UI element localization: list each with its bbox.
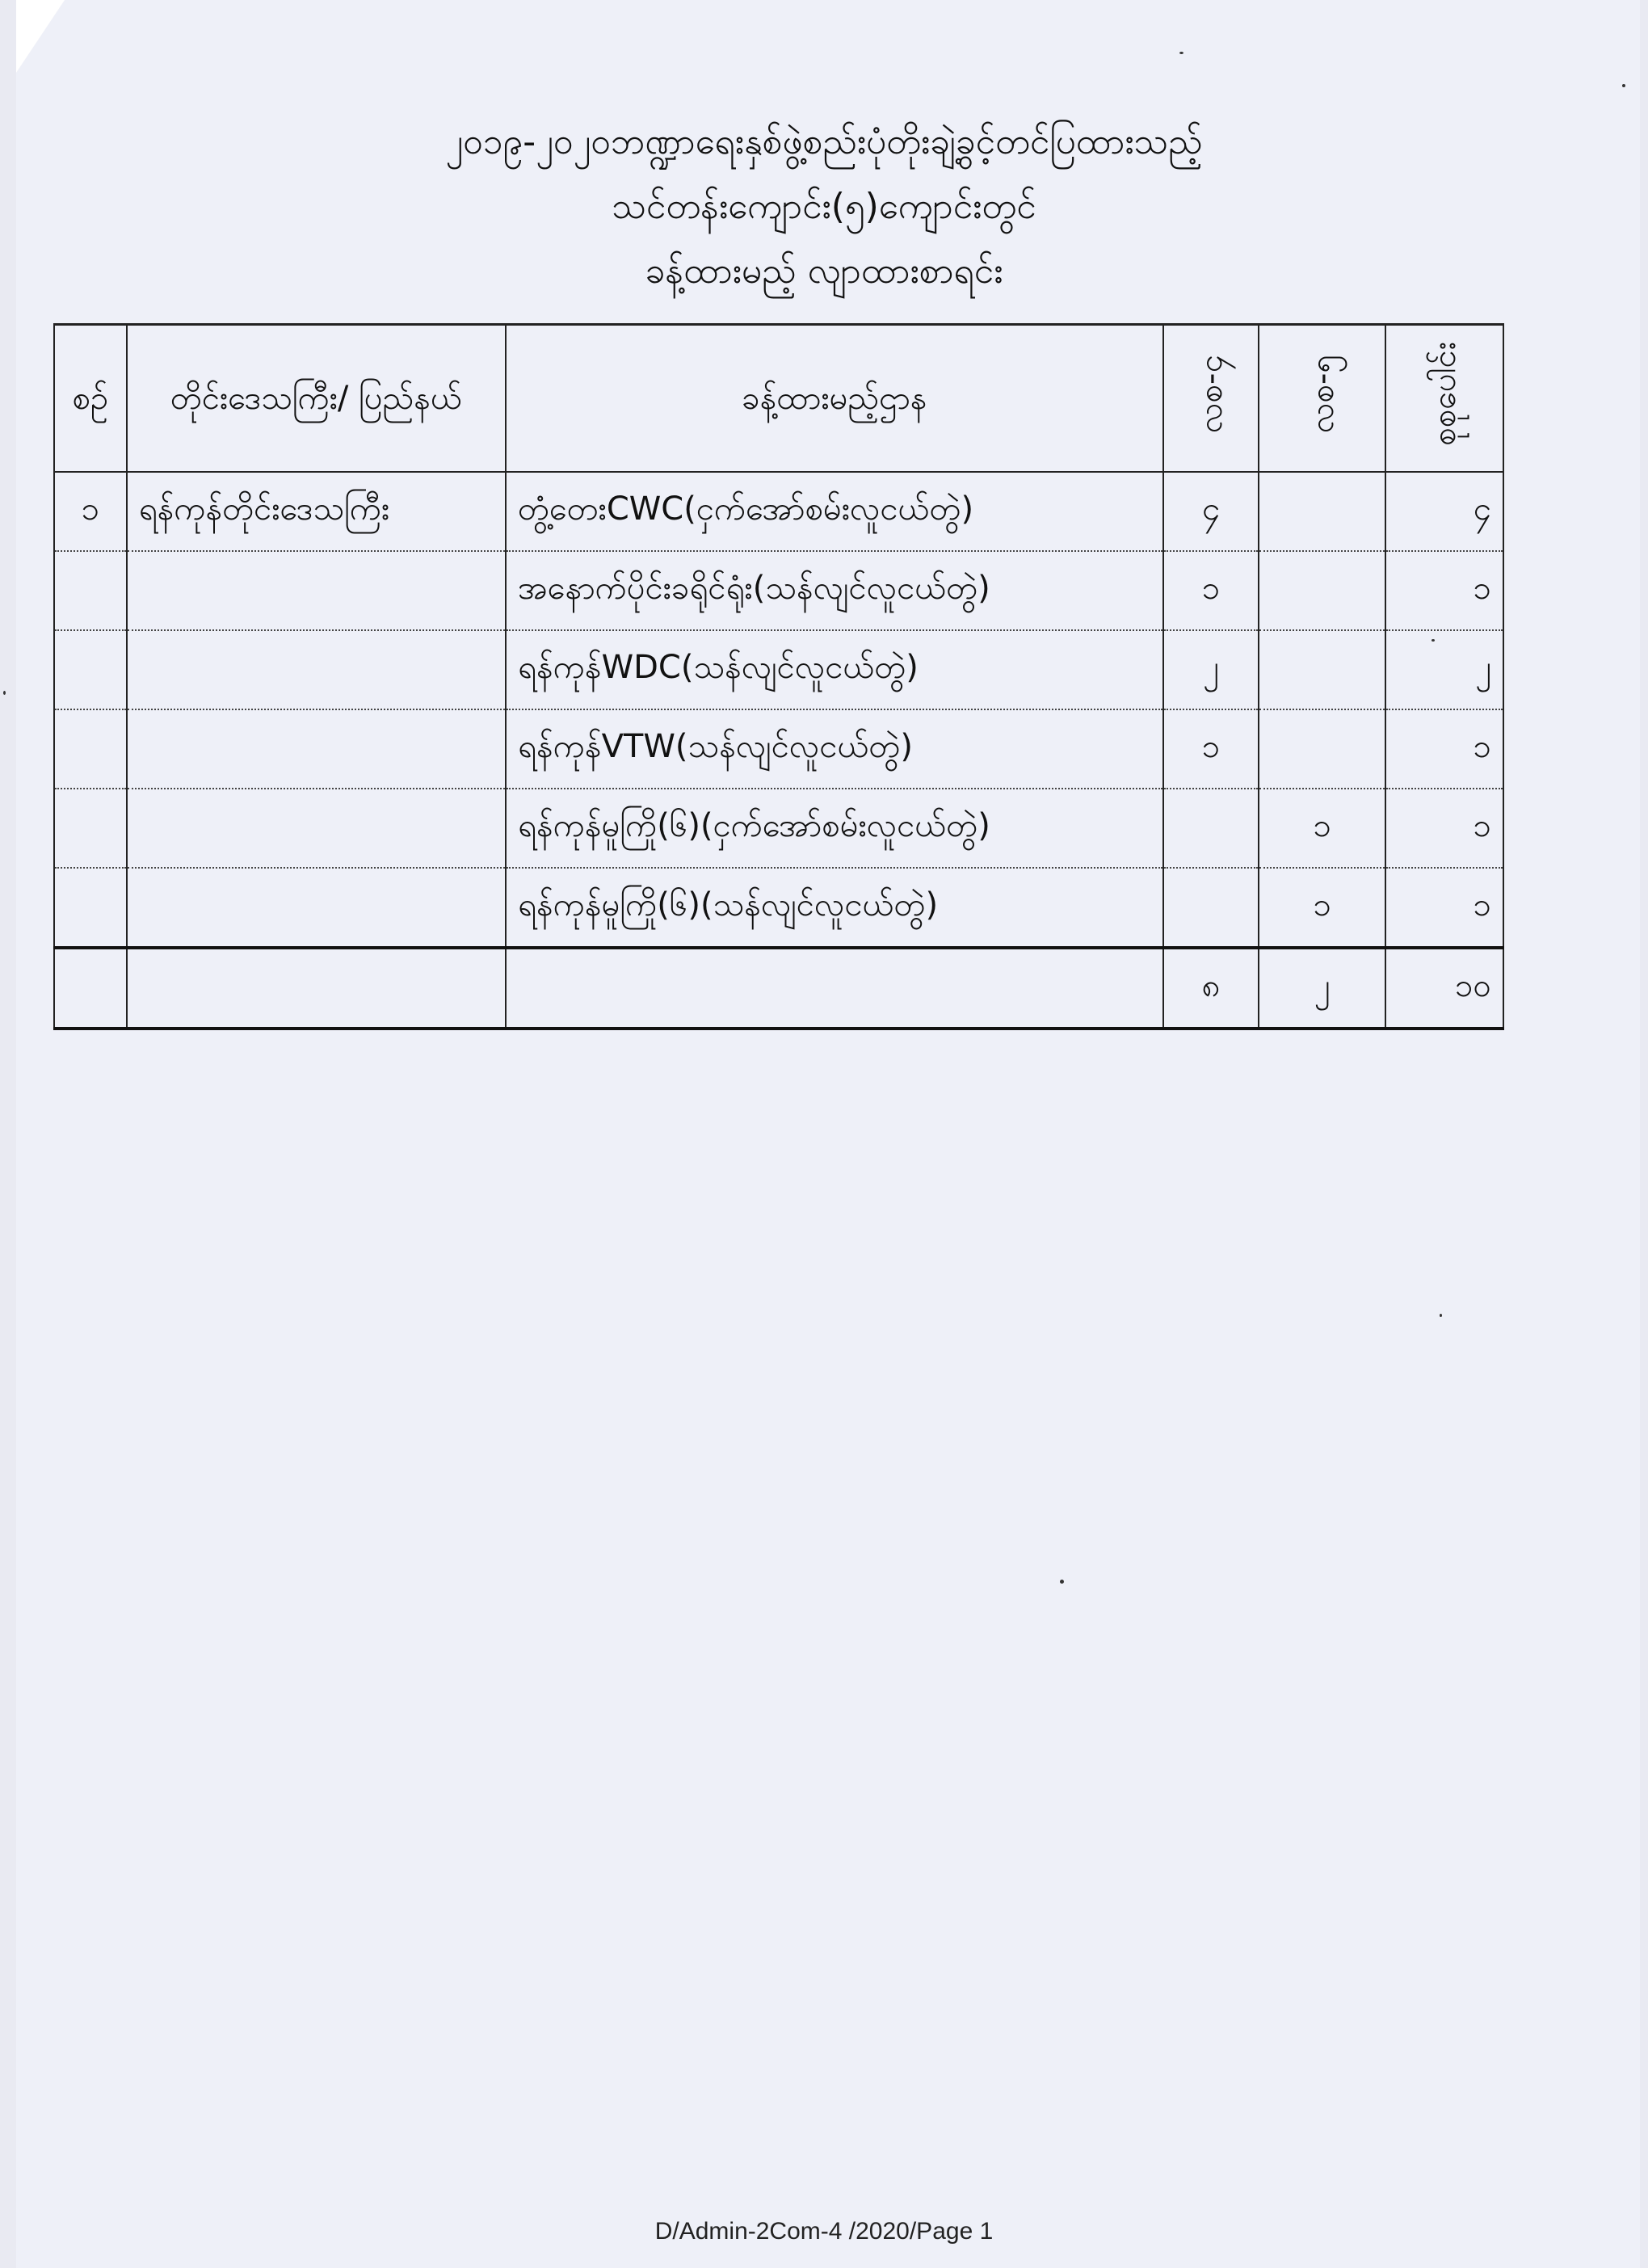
scan-speck bbox=[1179, 52, 1183, 54]
cell-grade-a bbox=[1163, 868, 1259, 948]
table-row bbox=[54, 630, 1503, 709]
document-title-line-2: သင်တန်းကျောင်း(၅)ကျောင်းတွင် bbox=[612, 186, 1036, 227]
cell-position: ရန်ကုန်VTW(သန်လျင်လူငယ်တွဲ) bbox=[506, 709, 1163, 789]
cell-no: ၁ bbox=[54, 472, 127, 551]
totals-cell-region bbox=[127, 948, 506, 1029]
cell-total: ၁ bbox=[1385, 709, 1503, 789]
cell-grade-b: ၁ bbox=[1259, 789, 1385, 868]
totals-cell-no bbox=[54, 948, 127, 1029]
cell-grade-a: ၁ bbox=[1163, 709, 1259, 789]
col-header-grade-a bbox=[1163, 325, 1259, 473]
cell-total: ၂ bbox=[1385, 630, 1503, 709]
table-header-row bbox=[54, 325, 1503, 473]
col-header-region: တိုင်းဒေသကြီး/ ပြည်နယ် bbox=[127, 325, 506, 473]
cell-region bbox=[127, 789, 506, 868]
cell-total: ၁ bbox=[1385, 868, 1503, 948]
col-header-no: စဉ် bbox=[54, 325, 127, 473]
totals-grade-a: ၈ bbox=[1163, 948, 1259, 1029]
scan-speck bbox=[1440, 1314, 1442, 1317]
document-title-line-3: ခန့်ထားမည့် လျာထားစာရင်း bbox=[645, 250, 1003, 292]
table-row bbox=[54, 551, 1503, 630]
cell-total: ၁ bbox=[1385, 551, 1503, 630]
col-header-total-label: စုစုပေါင်း bbox=[1425, 341, 1463, 446]
cell-total: ၁ bbox=[1385, 789, 1503, 868]
scan-speck bbox=[1060, 1580, 1064, 1584]
cell-no bbox=[54, 630, 127, 709]
col-header-position: ခန့်ထားမည့်ဌာန bbox=[506, 325, 1163, 473]
col-header-total bbox=[1385, 325, 1503, 473]
folded-corner bbox=[16, 0, 65, 73]
page-footer: D/Admin-2Com-4 /2020/Page 1 bbox=[654, 2218, 994, 2245]
cell-region bbox=[127, 709, 506, 789]
scan-speck bbox=[1622, 84, 1625, 87]
cell-position: ရန်ကုန်မူကြို(၆)(သန်လျင်လူငယ်တွဲ) bbox=[506, 868, 1163, 948]
cell-grade-b bbox=[1259, 551, 1385, 630]
col-header-grade-a-label: လစ-၄ bbox=[1192, 354, 1230, 433]
allocation-table bbox=[53, 323, 1504, 1030]
table-row bbox=[54, 472, 1503, 551]
totals-total: ၁၀ bbox=[1385, 948, 1503, 1029]
cell-no bbox=[54, 789, 127, 868]
table-row bbox=[54, 709, 1503, 789]
document-title-line-1: ၂၀၁၉-၂၀၂၀ဘဏ္ဍာရေးနှစ်ဖွဲ့စည်းပုံတိုးချဲ့ခွင့်တင်ပြထားသည့် bbox=[445, 121, 1203, 162]
col-header-grade-b bbox=[1259, 325, 1385, 473]
cell-position: ရန်ကုန်WDC(သန်လျင်လူငယ်တွဲ) bbox=[506, 630, 1163, 709]
cell-region bbox=[127, 551, 506, 630]
cell-position: တွံ့တေးCWC(ငှက်အော်စမ်းလူငယ်တွဲ) bbox=[506, 472, 1163, 551]
cell-grade-a: ၂ bbox=[1163, 630, 1259, 709]
cell-region: ရန်ကုန်တိုင်းဒေသကြီး bbox=[127, 472, 506, 551]
cell-grade-a bbox=[1163, 789, 1259, 868]
cell-position: အနောက်ပိုင်းခရိုင်ရုံး(သန်လျင်လူငယ်တွဲ) bbox=[506, 551, 1163, 630]
scan-speck bbox=[1431, 639, 1435, 642]
cell-no bbox=[54, 709, 127, 789]
col-header-grade-b-label: လစ-၅ bbox=[1303, 354, 1341, 433]
scan-speck bbox=[3, 691, 6, 695]
table-row bbox=[54, 868, 1503, 948]
table-row bbox=[54, 789, 1503, 868]
cell-no bbox=[54, 868, 127, 948]
totals-cell-position bbox=[506, 948, 1163, 1029]
cell-grade-b bbox=[1259, 709, 1385, 789]
cell-total: ၄ bbox=[1385, 472, 1503, 551]
cell-grade-a: ၄ bbox=[1163, 472, 1259, 551]
cell-no bbox=[54, 551, 127, 630]
cell-grade-a: ၁ bbox=[1163, 551, 1259, 630]
cell-region bbox=[127, 630, 506, 709]
totals-row bbox=[54, 948, 1503, 1029]
cell-grade-b: ၁ bbox=[1259, 868, 1385, 948]
cell-position: ရန်ကုန်မူကြို(၆)(ငှက်အော်စမ်းလူငယ်တွဲ) bbox=[506, 789, 1163, 868]
cell-region bbox=[127, 868, 506, 948]
totals-grade-b: ၂ bbox=[1259, 948, 1385, 1029]
cell-grade-b bbox=[1259, 630, 1385, 709]
cell-grade-b bbox=[1259, 472, 1385, 551]
